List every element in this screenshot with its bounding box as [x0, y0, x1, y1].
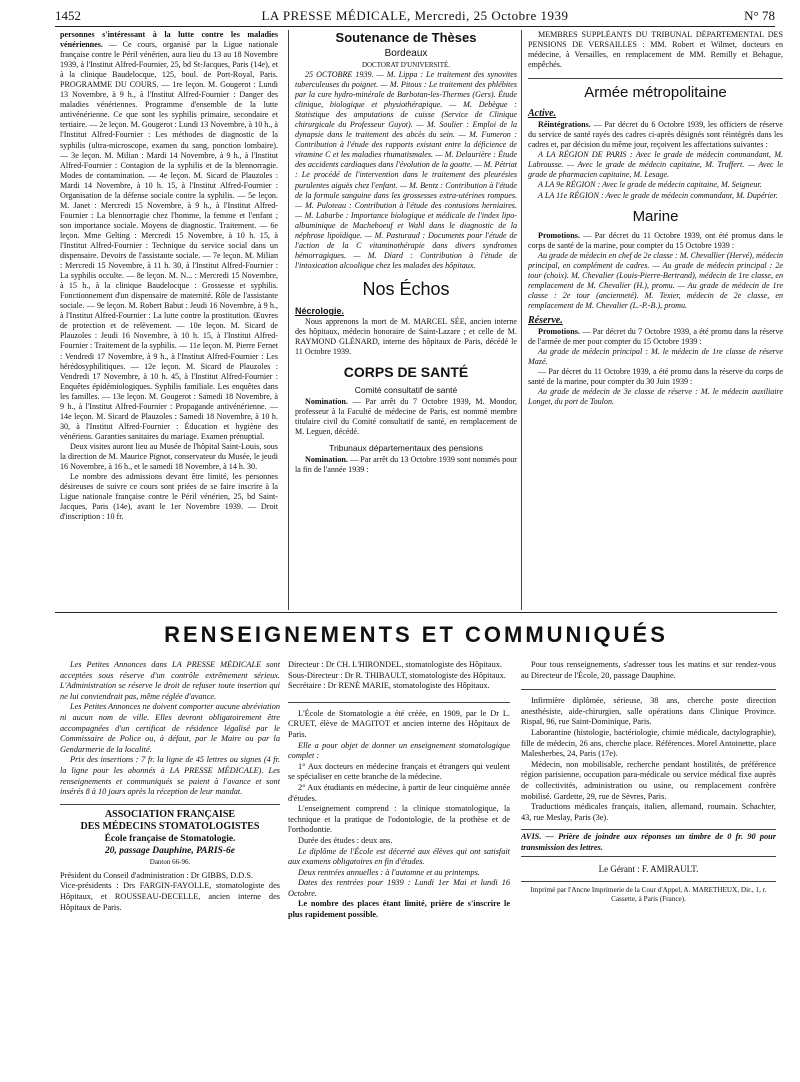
region-9: A LA 9e RÉGION : Avec le grade de médecin capitaine, M. Seigneur. — [538, 180, 762, 190]
course-text: — Ce cours, organisé par la Ligue nationale française contre le Péril vénérien, aura lieu du 13 au 18 Novembre 1939, à l'Institut Alfred-Fournier, 25, bd St-Jacques, Paris (14e), et à la clinique Baudelocque, 125, boul. de Port-Royal, Paris. PROGRAMME DU COURS. — 1re leçon. M. Gougerot : Lundi 13 Novembre, à 9 h., à l'Institut Alfred-Fournier : Danger des maladies vénériennes. Programme d'ensemble de la lutte antivénérienne. Ce que sont les syphilis primaire, secondaire et tertiaire. — 2e leçon. M. Gougerot : Lundi 13 Novembre, à 10 h., à l'Institut Alfred-Fournier : Les méthodes de diagnostic de la syphilis (ultra-microscope, examen du sang, ponction lombaire). — 3e leçon. M. Milian : Mardi 14 Novembre, à 9 h., à l'Institut Alfred-Fournier : Contagion de la syphilis et de la blennorragie. Modes de contamination. — 4e leçon. M. Sicard de Plauzoles : Mardi 14 Novembre, à 10 h. 15, à l'Institut Alfred-Fournier : Organisation de la défense sociale contre la syphilis. — 5e leçon. M. Janet : Mercredi 15 Novembre, à 9 h., à l'Institut Alfred-Fournier : La blennorragie chez l'homme, la femme et l'enfant ; son importance sociale. Moyens de diagnostic. Traitement. — 6e leçon. Mme Gelting : Mercredi 15 Novembre, à 10 h. 15, à l'Institut Alfred-Fournier : Technique du service social dans un dispensaire. Devoirs de l'assistante sociale. — 7e leçon. M. Milian : Mercredi 15 Novembre, à 11 h. 30, à l'Institut Alfred-Fournier : La syphilis occulte. — 8e leçon. M. N... : Mercredi 15 Novembre, à 15 h., à la clinique Baudelocque : Grossesse et syphilis. Fonctionnement d'un dispensaire de maternité. Rôle de l'assistante sociale. — 9e leçon. M. Robert Babut : Jeudi 16 Novembre, à 9 h., à l'Institut Alfred-Fournier : La lutte contre la prostitution. Œuvres de protection et de relèvement. — 10e leçon. M. Sicard de Plauzoles : Jeudi 16 Novembre, à 10 h. 15, à l'Institut Alfred-Fournier : Traitement de la syphilis. — 11e leçon. M. Pierre Fernet : Vendredi 17 Novembre, à 9 h., à l'Institut Alfred-Fournier : Les hérédosyphilitiques. — 12e leçon. M. Sicard de Plauzoles : Vendredi 17 Novembre, à 10 h. 45, à l'Institut Alfred-Fournier : Enquêtes épidémiologiques. Syphilis familiale. Les enquêtes dans les familles. — 13e leçon. M. Gougerot : Samedi 18 Novembre, à 9 h., à l'Institut Alfred-Fournier : Propagande antivénérienne. — 14e leçon. M. Sicard de Plauzoles : Samedi 18 Novembre, à 10 h. 30, à l'Institut Alfred-Fournier : Éducation et hygiène des vénériens. Garanties sanitaires du mariage. Examen prénuptial. — [60, 40, 278, 441]
reserve-grade-1: Au grade de médecin principal : M. le médecin de 1re classe de réserve Mazé. — [528, 347, 783, 367]
necro-text: Nous apprenons la mort de M. MARCEL SÉE, ancien interne des hôpitaux, médecin honoraire de Saint-Lazare ; et celle de M. RAYMOND GLÉNARD, interne des hôpitaux de Paris, décédé le 11 Octobre 1939. — [295, 316, 517, 357]
echos-title: Nos Échos — [362, 278, 450, 299]
ecole-p4: 2° Aux étudiants en médecine, à partir de leur cinquième année d'études. — [288, 782, 510, 803]
column-theses — [288, 30, 517, 610]
ecole-p1: L'École de Stomatologie a été créée, en 1909, par le Dr L. CRUET, élève de MAGITOT et ancien interne des Hôpitaux de Paris. — [288, 708, 510, 739]
annonce-medecin: Médecin, non mobilisable, recherche pendant hostilités, de préférence région parisienne, occupation para-médicale ou service médical fixe auprès de collectivités, administration ou usine, ou remplacement confrère mobilisé. Gardette, 29, rue de Sèvres, Paris. — [521, 759, 776, 801]
assoc-line-3: École française de Stomatologie. — [104, 833, 236, 844]
page-number: 1452 — [55, 8, 81, 23]
issue-number: N° 78 — [744, 8, 775, 23]
region-paris: A LA RÉGION DE PARIS : Avec le grade de médecin commandant, M. Labrousse. — Avec le grade de médecin capitaine, M. Truffert. — Avec le grade de pharmacien capitaine, M. Lesage. — [528, 150, 783, 180]
column-course-program — [60, 30, 278, 610]
column-armee — [521, 30, 783, 610]
ecole-p9: Dates des rentrées pour 1939 : Lundi 1er Mai et lundi 16 Octobre. — [288, 878, 510, 898]
annonce-laborantine: Laborantine (histologie, bactériologie, chimie médicale, dactylographie), fille de médecin, 26 ans, cherche place. Références. Morel Antoinette, place Malesherbes, 24, Paris (17e). — [521, 727, 776, 759]
region-11: A LA 11e RÉGION : Avec le grade de médecin commandant, M. Dupérier. — [538, 190, 778, 200]
bottom-column-ecole — [288, 660, 510, 1070]
theses-sub: DOCTORAT D'UNIVERSITÉ. — [361, 61, 451, 69]
ecole-p10: Le nombre des places étant limité, prière de s'inscrire le plus rapidement possible. — [288, 899, 510, 920]
ecole-contact: Pour tous renseignements, s'adresser tous les matins et sur rendez-vous au Directeur de l'École, 20, passage Dauphine. — [521, 660, 776, 680]
necro-heading: Nécrologie. — [295, 305, 345, 316]
imprimeur: Imprimé par l'Ancne Imprimerie de la Cour d'Appel, A. MARETHEUX, Dir., 1, r. Cassette, à Paris (France). — [530, 885, 767, 903]
ecole-p7: Le diplôme de l'École est décerné aux élèves qui ont satisfait aux examens obligatoires en fin d'études. — [288, 846, 510, 867]
promo2-label: Promotions. — [538, 326, 580, 336]
comite-heading: Comité consultatif de santé — [354, 385, 458, 396]
annonce-traductions: Traductions médicales français, italien, allemand, roumain. Schachter, 43, rue Meslay, Paris (3e). — [521, 802, 776, 822]
marine-title: Marine — [632, 207, 679, 225]
course-heading: personnes s'intéressant à la lutte contre les maladies vénériennes. — [60, 30, 278, 50]
active-heading: Active. — [528, 108, 557, 120]
nomination1-label: Nomination. — [305, 397, 348, 407]
promo2-text: — Par décret du 7 Octobre 1939, a été promu dans la réserve de l'armée de mer pour compter du 15 Octobre 1939 : — [528, 326, 783, 346]
theses-text: 25 OCTOBRE 1939. — M. Lippa : Le traitement des synovites tuberculeuses du poignet. — M. Pitous : Le traitement des phlébites par la cure hydro-minérale de Barbotan-les-Thermes (Gers). Étude clinique, biologique et physiothérapique. — M. Debègue : Statistique des amputations de cuisse (Service de Clinique chirurgicale du Professeur Guyot). — M. Soulier : Emploi de la dynapsie dans le traitement des abcès du sein. — M. Fumeron : Contribution à l'étude des rapports existant entre la déficience de vitamine C et les maladies rhumatismales. — M. Delaurière : Étude des accidents cardiaques dans l'évolution de la goutte. — M. Pétriat : Le procédé de l'intervention dans le traitement des pleurésies purulentes aiguës chez l'enfant. — M. Bentz : Contribution à l'étude de la formule sanguine dans les grossesses extra-utérines rompues. — M. Puloteau : Contribution à l'étude des contusions herniaires. — M. Labarbe : Importance biologique et médicale de l'index lipo-albuminique de Macheboeuf et Wahl dans le diagnostic de la néphrose lipoïdique. — M. Pasturaud : Documents pour l'étude de l'action de la C vitaminothérapie dans divers syndromes hémorragiques. — M. Diard : Contribution à l'étude de l'intoxication alcoolique chez les malades des hôpitaux. — [295, 70, 517, 270]
tribunal-members: MEMBRES SUPPLÉANTS DU TRIBUNAL DÉPARTEMENTAL DES PENSIONS DE VERSAILLES : MM. Robert et Wilmet, docteurs en médecine, à Versailles, en remplacement de MM. Remilly et Behague, empêchés. — [528, 30, 783, 70]
nomination2-label: Nomination. — [305, 455, 348, 465]
ecole-p6: Durée des études : deux ans. — [298, 835, 393, 845]
assoc-address: 20, passage Dauphine, PARIS-6e — [105, 845, 235, 856]
theses-title: Soutenance de Thèses — [335, 30, 477, 45]
section-divider — [55, 612, 777, 613]
gerant: Le Gérant : F. AMIRAULT. — [598, 863, 699, 874]
reserve-heading: Réserve. — [528, 314, 563, 326]
assoc-phone: Danton 66-96. — [149, 857, 191, 866]
annonces-p1: Les Petites Annonces dans LA PRESSE MÉDICALE sont acceptées sous réserve d'un contrôle extrêmement sérieux. L'Administration se réserve le droit de refuser toute insertion qui ne lui conviendrait pas, même réglée d'avance. — [60, 660, 280, 701]
page-header — [55, 6, 775, 27]
ecole-p2: Elle a pour objet de donner un enseignement stomatologique complet : — [288, 740, 510, 761]
bottom-column-petites-annonces — [521, 660, 776, 1070]
bottom-column-annonces — [60, 660, 280, 1070]
ecole-p5: L'enseignement comprend : la clinique stomatologique, la technique et la pratique de l'odontologie, de la prothèse et de l'orthodontie. — [288, 804, 510, 835]
tribunaux-heading: Tribunaux départementaux des pensions — [329, 443, 483, 454]
corps-title: CORPS DE SANTÉ — [343, 364, 469, 381]
nomination1-text: — Par arrêt du 7 Octobre 1939, M. Mondor, professeur à la Faculté de médecine de Paris, est nommé membre titulaire civil du Comité consultatif de santé, en remplacement de M. Leguen, décédé. — [295, 397, 517, 437]
avis-timbre: AVIS. — Prière de joindre aux réponses un timbre de 0 fr. 90 pour transmission des lettres. — [521, 832, 776, 852]
promo1-label: Promotions. — [538, 230, 580, 240]
promo1-text: — Par décret du 11 Octobre 1939, ont été promus dans le corps de santé de la marine, pour compter du 15 Octobre 1939 : — [528, 230, 783, 250]
annonces-p2: Les Petites Annonces ne doivent comporter aucune abréviation ni aucun nom de ville. Elles devront obligatoirement être accompagnées d'un certificat de résidence légalisé par le Commissaire de Police ou, à défaut, par le Maire ou par la Gendarmerie de la localité. — [60, 702, 280, 754]
assoc-vice: Vice-présidents : Drs FARGIN-FAYOLLE, stomatologiste des Hôpitaux, et ROUSSEAU-DECELLE, ancien interne des Hôpitaux de Paris. — [60, 881, 280, 912]
armee-title: Armée métropolitaine — [528, 78, 783, 103]
ecole-directeur: Directeur : Dr CH. L'HIRONDEL, stomatologiste des Hôpitaux. — [288, 660, 502, 669]
nomination2-text: — Par arrêt du 13 Octobre 1939 sont nommés pour la fin de l'année 1939 : — [295, 455, 517, 475]
annonces-p3: Prix des insertions : 7 fr. la ligne de 45 lettres ou signes (4 fr. la ligne pour les abonnés à LA PRESSE MÉDICALE). Les renseignements et communiqués se paient à l'avance et sont insérés 8 à 10 jours après la réception de leur mandat. — [60, 755, 280, 797]
marine-grades: Au grade de médecin en chef de 2e classe : M. Chevallier (Hervé), médecin principal, en complément de cadres. — Au grade de médecin principal : 2e tour (choix). M. Chevalier (Louis-Pierre-Bertrand), médecin de 1re classe, en remplacement de M. Chevalier (H.), promu. — Au grade de médecin de 1re classe : 2e tour (ancienneté). M. Texier, médecin de 2e classe, en remplacement de M. Chevalier (L.-P.-B.), promu. — [528, 250, 783, 310]
course-registration: Le nombre des admissions devant être limité, les personnes désireuses de suivre ce cours sont priées de se faire inscrire à la Ligue nationale française contre le Péril vénérien, 25, bd Saint-Jacques, Paris (14e), avant le 1er Novembre 1939. — Droit d'inscription : 10 fr. — [60, 472, 278, 522]
renseignements-title: RENSEIGNEMENTS ET COMMUNIQUÉS — [164, 622, 668, 647]
theses-city: Bordeaux — [384, 48, 428, 59]
reserve-grade-2: Au grade de médecin de 3e classe de réserve : M. le médecin auxiliaire Longet, du port de Toulon. — [528, 387, 783, 407]
course-visits: Deux visites auront lieu au Musée de l'hôpital Saint-Louis, sous la direction de M. Maurice Pignot, conservateur du Musée, le jeudi 16 Novembre, à 16 h., et le samedi 18 Novembre, à 14 h. 30. — [60, 441, 278, 472]
ecole-secretaire: Secrétaire : Dr RENÉ MARIE, stomatologiste des Hôpitaux. — [288, 681, 490, 691]
ecole-p3: 1° Aux docteurs en médecine français et étrangers qui veulent se spécialiser en cette branche de la médecine. — [288, 761, 510, 782]
reint-text: — Par décret du 6 Octobre 1939, les officiers de réserve du service de santé rayés des cadres ci-après désignés sont réintégrés dans les cadres et, par décision du même jour, reçoivent les affectations suivantes : — [528, 120, 783, 150]
annonce-infirmiere: Infirmière diplômée, sérieuse, 38 ans, cherche poste direction anesthésiste, aide-chirurgien, salle opérations dans Clinique Province. Rispal, 96, rue Saint-Dominique, Paris. — [521, 696, 776, 727]
reint-label: Réintégrations. — [538, 120, 591, 130]
reserve-decree-2: — Par décret du 11 Octobre 1939, a été promu dans la réserve du corps de santé de la marine, pour compter du 30 Juin 1939 : — [528, 367, 783, 387]
journal-title: LA PRESSE MÉDICALE, Mercredi, 25 Octobre 1939 — [261, 8, 569, 23]
assoc-president: Président du Conseil d'administration : Dr GIBBS, D.D.S. — [60, 870, 254, 880]
ecole-p8: Deux rentrées annuelles : à l'automne et au printemps. — [298, 867, 480, 877]
assoc-line-2: DES MÉDECINS STOMATOLOGISTES — [80, 820, 260, 832]
ecole-sousdirecteur: Sous-Directeur : Dr R. THIBAULT, stomatologiste des Hôpitaux. — [288, 670, 506, 680]
assoc-line-1: ASSOCIATION FRANÇAISE — [104, 808, 236, 820]
